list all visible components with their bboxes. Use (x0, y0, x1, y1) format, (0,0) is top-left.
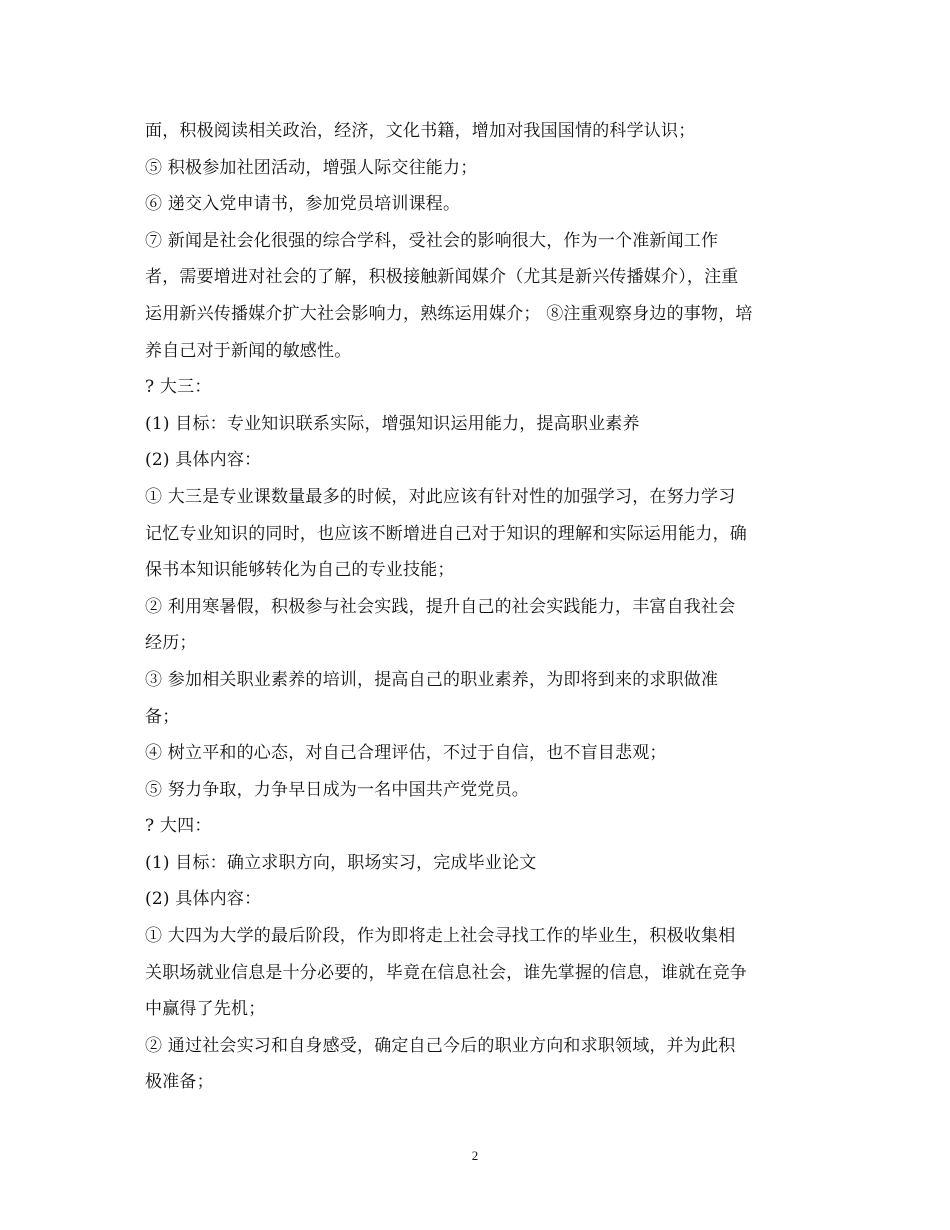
text-line: 关职场就业信息是十分必要的，毕竟在信息社会，谁先掌握的信息，谁就在竞争 (145, 962, 747, 983)
page-number: 2 (471, 1148, 479, 1163)
text-line: ② 利用寒暑假，积极参与社会实践，提升自己的社会实践能力，丰富自我社会 (145, 596, 736, 617)
text-line: ③ 参加相关职业素养的培训，提高自己的职业素养，为即将到来的求职做准 (145, 669, 719, 690)
text-line: 记忆专业知识的同时，也应该不断增进自己对于知识的理解和实际运用能力，确 (145, 523, 747, 544)
text-line: 备； (145, 706, 180, 727)
text-line: ④ 树立平和的心态，对自己合理评估，不过于自信，也不盲目悲观； (145, 743, 667, 764)
text-line: (1) 目标：确立求职方向，职场实习，完成毕业论文 (145, 852, 537, 873)
text-line: (2) 具体内容： (145, 889, 262, 910)
text-line: 养自己对于新闻的敏感性。 (145, 340, 352, 361)
text-line: 者，需要增进对社会的了解，积极接触新闻媒介（尤其是新兴传播媒介），注重 (145, 267, 739, 288)
body-text (145, 113, 805, 1101)
text-line: 运用新兴传播媒介扩大社会影响力，熟练运用媒介； ⑧注重观察身边的事物，培 (145, 303, 753, 324)
text-line: ⑥ 递交入党申请书，参加党员培训课程。 (145, 194, 461, 215)
text-line: 经历； (145, 633, 197, 654)
text-line: ① 大三是专业课数量最多的时候，对此应该有针对性的加强学习，在努力学习 (145, 486, 736, 507)
section-heading: ? 大三： (145, 377, 212, 398)
text-line: ⑤ 努力争取，力争早日成为一名中国共产党党员。 (145, 779, 530, 800)
text-line: 保书本知识能够转化为自己的专业技能； (145, 560, 455, 581)
text-line: 极准备； (145, 1072, 214, 1093)
text-line: ⑦ 新闻是社会化很强的综合学科，受社会的影响很大，作为一个准新闻工作 (145, 230, 719, 251)
text-line: 面，积极阅读相关政治，经济，文化书籍，增加对我国国情的科学认识； (145, 121, 696, 141)
text-line: (1) 目标：专业知识联系实际，增强知识运用能力，提高职业素养 (145, 413, 640, 434)
section-heading: ? 大四： (145, 816, 212, 837)
text-line: ① 大四为大学的最后阶段，作为即将走上社会寻找工作的毕业生，积极收集相 (145, 926, 736, 947)
text-line: ⑤ 积极参加社团活动，增强人际交往能力； (145, 157, 478, 178)
text-line: 中赢得了先机； (145, 999, 266, 1020)
text-line: ② 通过社会实习和自身感受，确定自己今后的职业方向和求职领域，并为此积 (145, 1035, 736, 1056)
text-line: (2) 具体内容： (145, 450, 262, 471)
